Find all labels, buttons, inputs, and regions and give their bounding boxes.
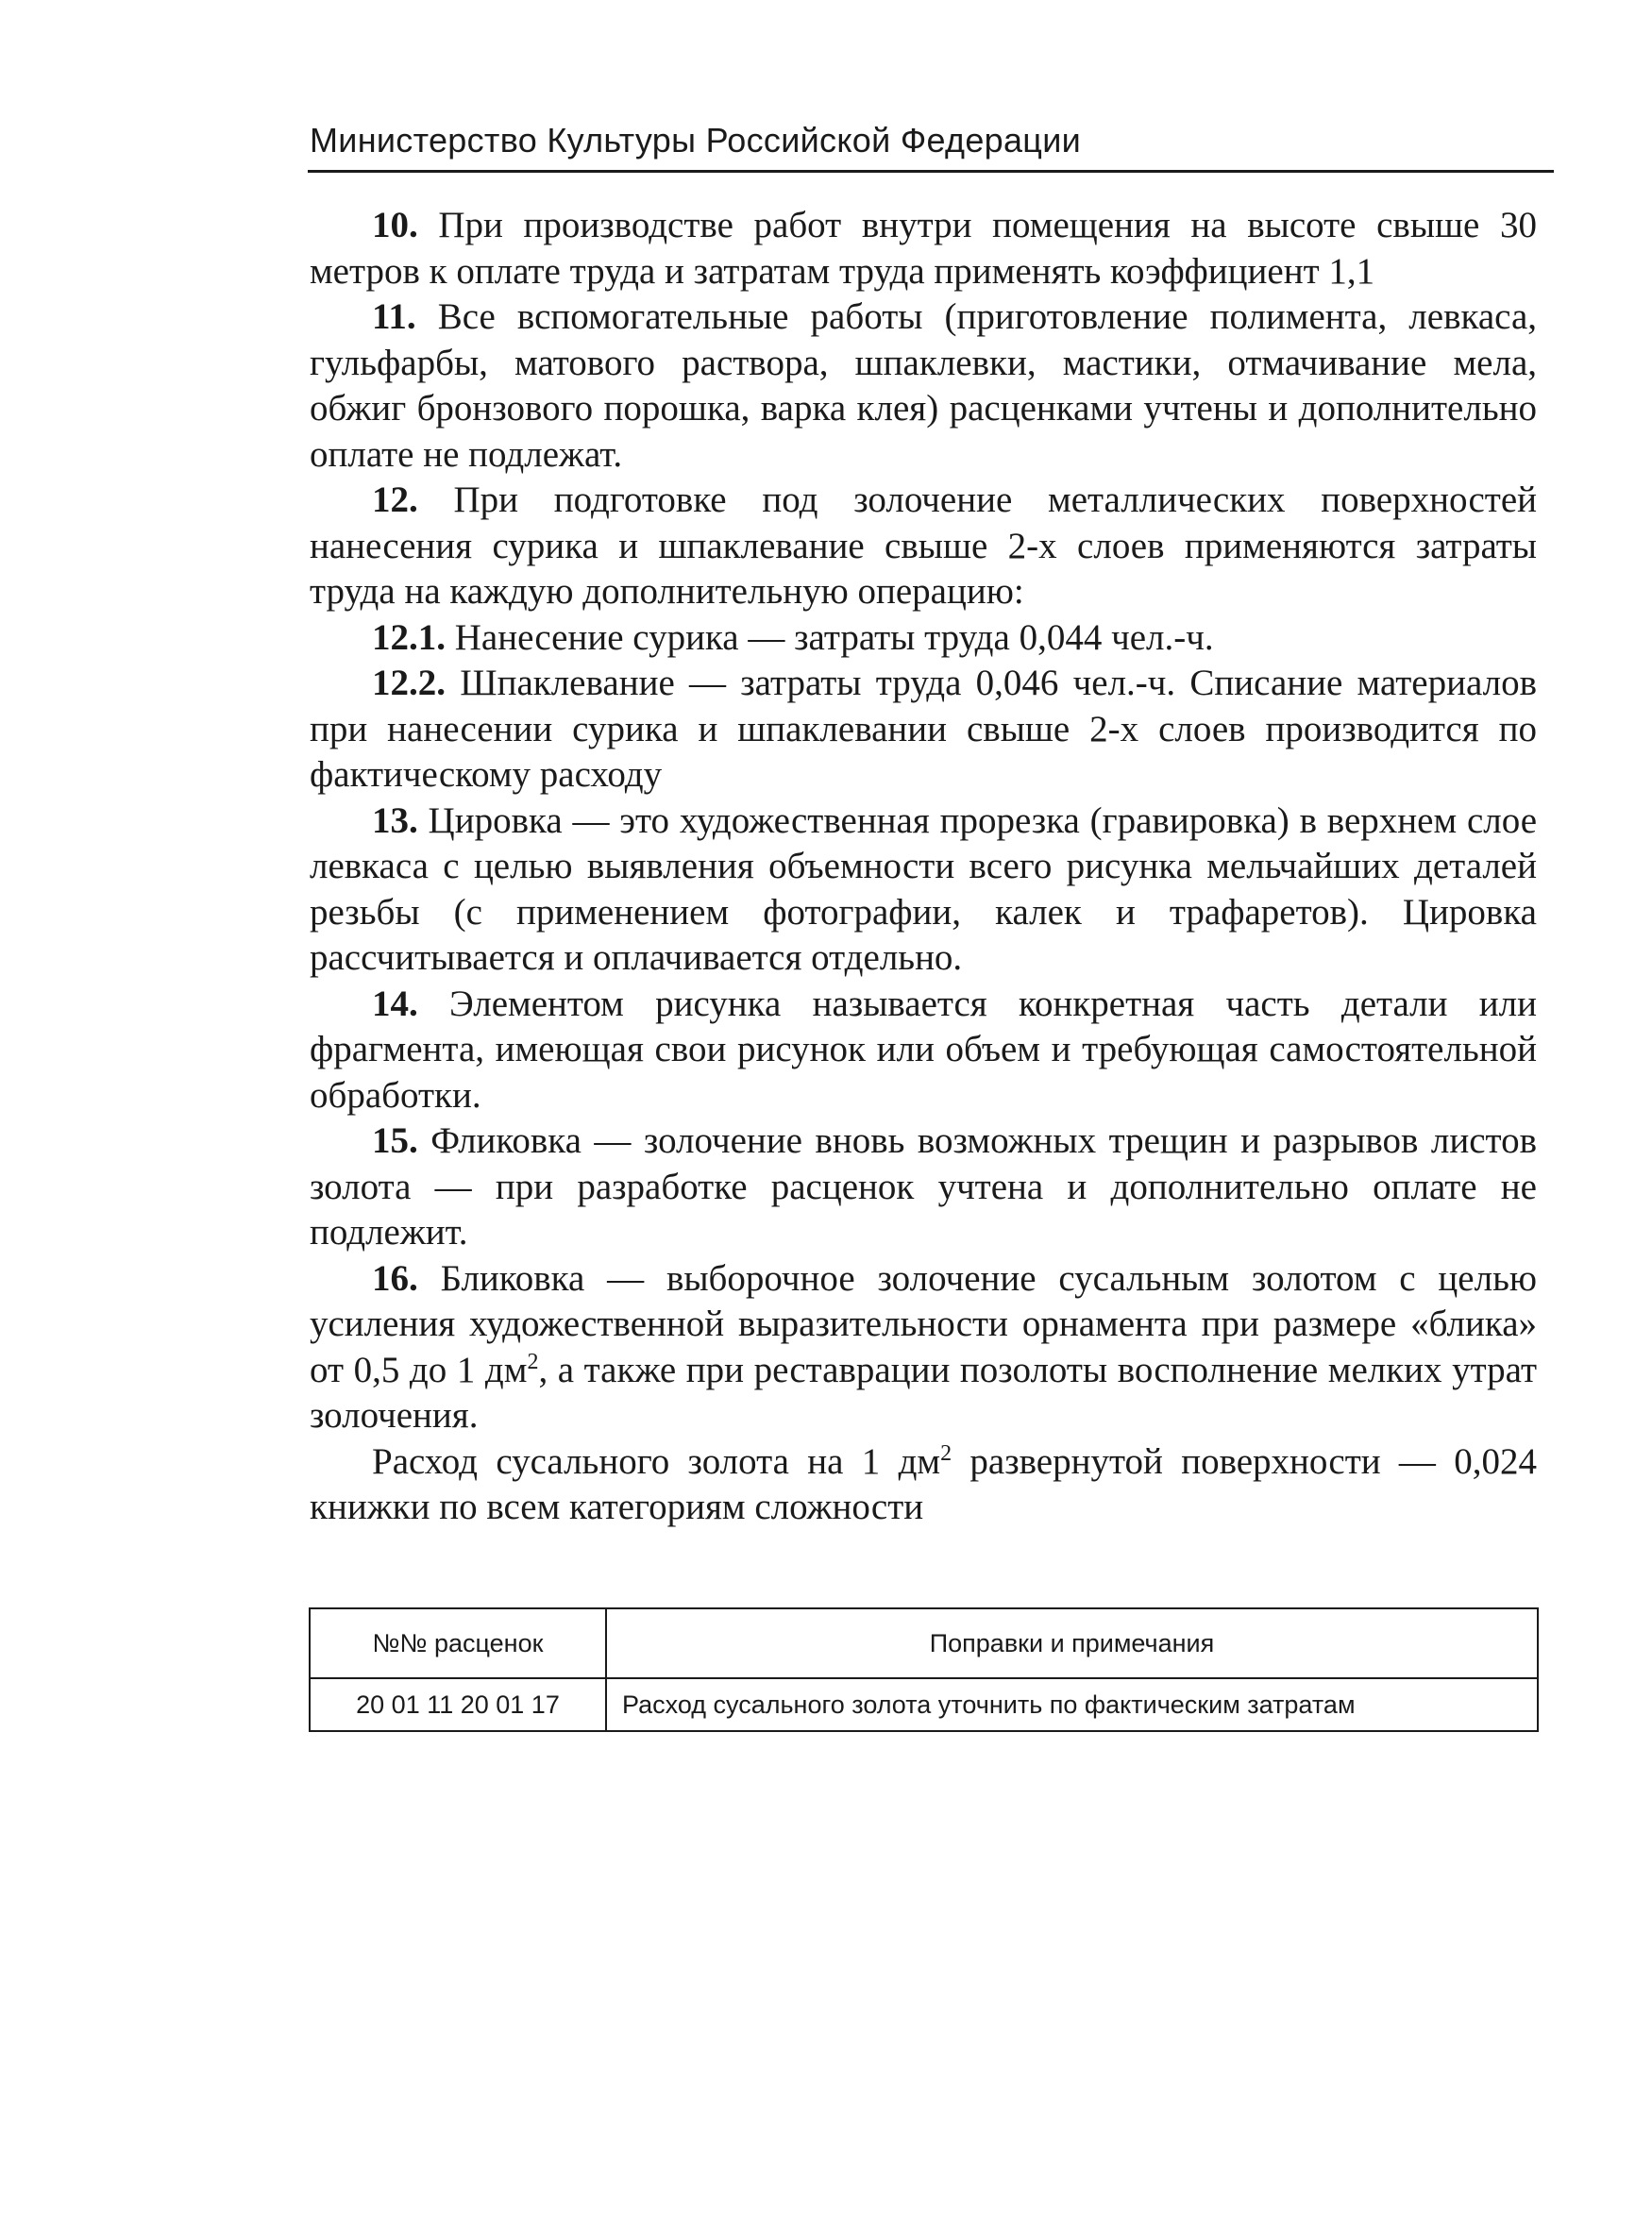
running-header: Министерство Культуры Российской Федерации — [310, 121, 1082, 160]
paragraph-text: Элементом рисунка называется конкретная часть детали или фрагмента, имеющая свои рисунок или объем и требующая самостоятельной обработки. — [310, 983, 1537, 1116]
paragraph-number: 15. — [372, 1120, 418, 1161]
paragraph-text: Бликовка — выборочное золочение сусальным золотом с целью усиления художественной выразительности орнамента при размере «блика» от 0,5 до 1 дм — [310, 1257, 1537, 1390]
paragraph-text-cont: развернутой поверхности — 0,024 книжки по всем категориям сложности — [310, 1440, 1537, 1527]
paragraph-text: Цировка — это художественная прорезка (гравировка) в верхнем слое левкаса с целью выявления объемности всего рисунка мельчайших деталей резьбы (с применением фотографии, калек и трафаретов). Цировка рассчитывается и оплачивается отдельно. — [310, 799, 1537, 978]
corrections-table — [309, 1607, 1539, 1732]
paragraph-text: Расход сусального золота на 1 дм — [372, 1440, 941, 1482]
paragraph-12-2 — [310, 661, 1537, 799]
paragraph-number: 11. — [372, 296, 416, 337]
paragraph-text: Шпаклевание — затраты труда 0,046 чел.-ч. Списание материалов при нанесении сурика и шпаклевании свыше 2-х слоев производится по фактическому расходу — [310, 663, 1538, 795]
paragraph-text-cont: , а также при реставрации позолоты восполнение мелких утрат золочения. — [310, 1349, 1537, 1436]
paragraph-number: 12.1. — [372, 616, 446, 658]
paragraph-text: Фликовка — золочение вновь возможных трещин и разрывов листов золота — при разработке расценок учтена и дополнительно оплате не подлежит. — [310, 1120, 1538, 1253]
paragraph-15 — [310, 1118, 1537, 1256]
paragraph-12 — [310, 478, 1537, 615]
paragraph-number: 14. — [372, 983, 418, 1024]
body-text — [310, 203, 1537, 1531]
paragraph-number: 12.2. — [372, 663, 446, 703]
paragraph-13 — [310, 799, 1537, 982]
table-header-row — [310, 1608, 1538, 1678]
paragraph-text: Нанесение сурика — затраты труда 0,044 чел.-ч. — [454, 616, 1214, 658]
paragraph-consumption — [310, 1439, 1537, 1531]
superscript: 2 — [940, 1440, 952, 1466]
paragraph-number: 12. — [372, 479, 418, 520]
paragraph-text: При подготовке под золочение металлических поверхностей нанесения сурика и шпаклевание свыше 2-х слоев применяются затраты труда на каждую дополнительную операцию: — [310, 479, 1537, 612]
superscript: 2 — [527, 1349, 539, 1374]
paragraph-number: 13. — [372, 799, 418, 841]
paragraph-text: При производстве работ внутри помещения на высоте свыше 30 метров к оплате труда и затратам труда применять коэффициент 1,1 — [310, 205, 1537, 292]
column-header-rate-numbers: №№ расценок — [310, 1608, 606, 1678]
table-row — [310, 1678, 1538, 1731]
paragraph-16 — [310, 1256, 1537, 1439]
rate-numbers-cell: 20 01 11 20 01 17 — [310, 1678, 606, 1731]
paragraph-14 — [310, 982, 1537, 1119]
note-cell: Расход сусального золота уточнить по фактическим затратам — [606, 1678, 1538, 1731]
paragraph-number: 16. — [372, 1257, 418, 1299]
header-rule — [308, 170, 1554, 173]
paragraph-10 — [310, 203, 1537, 294]
paragraph-11 — [310, 294, 1537, 478]
column-header-notes: Поправки и примечания — [606, 1608, 1538, 1678]
paragraph-text: Все вспомогательные работы (приготовление полимента, левкаса, гульфарбы, матового раствора, шпаклевки, мастики, отмачивание мела, обжиг бронзового порошка, варка клея) расценками учтены и дополнительно оплате не подлежат. — [310, 296, 1538, 475]
paragraph-number: 10. — [372, 205, 418, 245]
paragraph-12-1 — [310, 615, 1537, 662]
